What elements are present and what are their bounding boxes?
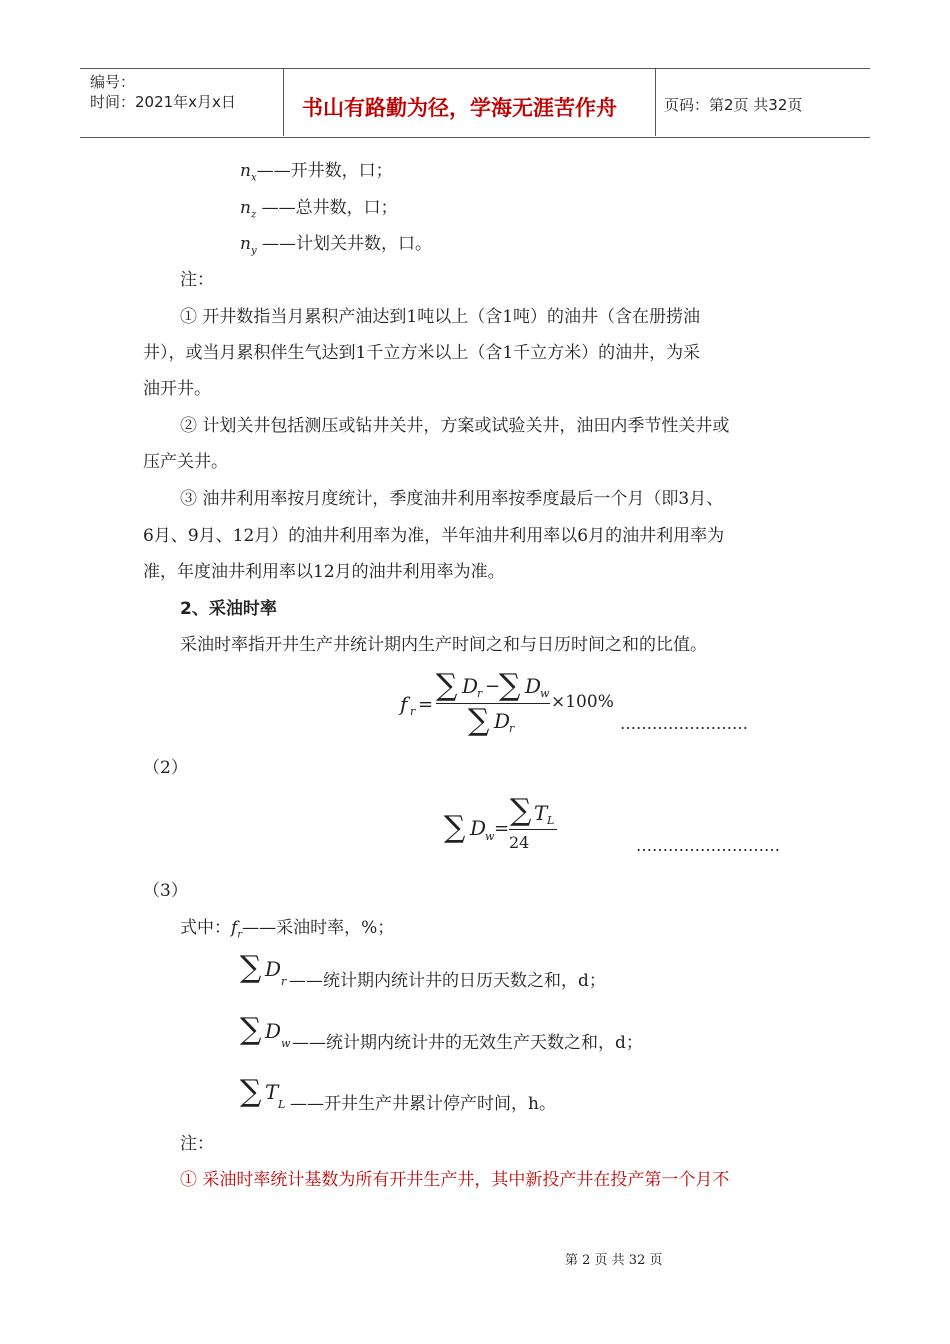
- header-page-label: 页码：第2页 共32页: [664, 96, 803, 114]
- formula-sigma: ∑: [240, 1012, 262, 1047]
- symbol-subscript: y: [250, 245, 257, 257]
- symbol: n: [240, 234, 251, 254]
- formula-lhs-subscript: r: [410, 705, 416, 718]
- formula-minus: −: [485, 676, 501, 697]
- formula-sigma: ∑: [510, 793, 532, 828]
- formula-subscript: r: [281, 975, 287, 988]
- symbol-subscript: z: [250, 209, 257, 221]
- note-item-line: 准，年度油井利用率以12月的油井利用率为准。: [143, 562, 505, 582]
- definition-planned-shut-wells: [240, 236, 432, 259]
- formula-sigma: ∑: [444, 810, 466, 845]
- formula-leader-dots: ……………………: [620, 714, 748, 733]
- definition-text: ——计划关井数，口。: [256, 234, 433, 254]
- fraction-bar: [509, 829, 557, 830]
- formula-number: （3）: [143, 881, 188, 901]
- definition-text: ——开井生产井累计停产时间，h。: [290, 1094, 556, 1114]
- page-footer: 第 2 页 共 32 页: [565, 1253, 663, 1268]
- formula-subscript: L: [547, 814, 555, 827]
- definition-total-wells: [240, 200, 398, 223]
- note-item-line: ③ 油井利用率按月度统计，季度油井利用率按季度最后一个月（即3月、: [180, 489, 724, 509]
- formula-denominator: 24: [509, 833, 530, 852]
- symbol: n: [240, 198, 251, 218]
- note-item-line: ① 开井数指当月累积产油达到1吨以上（含1吨）的油井（含在册捞油: [180, 307, 701, 327]
- header-number-label: 编号：: [90, 73, 136, 91]
- note-label: 注：: [180, 270, 214, 290]
- formula-number: （2）: [143, 758, 188, 778]
- formula-symbol: D: [470, 816, 487, 840]
- header-motto: 书山有路勤为径，学海无涯苦作舟: [302, 96, 617, 120]
- formula-sigma: ∑: [436, 668, 458, 703]
- fraction-bar: [436, 703, 550, 704]
- note-item-line: 压产关井。: [143, 452, 228, 472]
- formula-symbol: D: [462, 674, 479, 698]
- formula-symbol: D: [265, 1019, 282, 1043]
- note-item-line: 油开井。: [143, 379, 211, 399]
- formula-leader-dots: ………………………: [636, 836, 780, 855]
- note-item-line: 6月、9月、12月）的油井利用率为准，半年油井利用率以6月的油井利用率为: [143, 526, 725, 546]
- formula-subscript: w: [281, 1037, 291, 1050]
- symbol: n: [240, 161, 251, 181]
- note-label: 注：: [180, 1134, 214, 1154]
- formula-symbol: D: [265, 957, 282, 981]
- where-block: [180, 920, 394, 943]
- symbol-subscript: r: [237, 929, 243, 941]
- definition-text: ——统计期内统计井的日历天数之和，d；: [289, 971, 606, 991]
- formula-subscript: r: [509, 722, 515, 735]
- formula-sigma: ∑: [240, 950, 262, 985]
- formula-sigma: ∑: [468, 703, 490, 738]
- definition-open-wells: [240, 163, 393, 186]
- definition-text: ——总井数，口；: [256, 198, 398, 218]
- formula-lhs: f: [400, 692, 408, 716]
- note-item-line: 井），或当月累积伴生气达到1千立方米以上（含1千立方米）的油井，为采: [143, 343, 701, 363]
- symbol: f: [231, 918, 238, 938]
- formula-sigma: ∑: [499, 668, 521, 703]
- definition-text: ——统计期内统计井的无效生产天数之和，d；: [292, 1033, 643, 1053]
- formula-subscript: r: [477, 687, 483, 700]
- formula-subscript: w: [540, 687, 550, 700]
- definition-text: ——开井数，口；: [256, 161, 393, 181]
- section-heading: 2、采油时率: [180, 599, 277, 619]
- formula-subscript: w: [485, 830, 495, 843]
- formula-times-percent: ×100%: [551, 692, 614, 712]
- section-definition: 采油时率指开井生产井统计期内生产时间之和与日历时间之和的比值。: [180, 635, 707, 655]
- formula-equals: =: [418, 694, 434, 715]
- formula-symbol: T: [534, 801, 548, 825]
- where-label: 式中：: [180, 918, 231, 938]
- symbol-subscript: x: [250, 172, 257, 184]
- formula-symbol: D: [494, 709, 511, 733]
- header-time-label: 时间：2021年x月x日: [90, 93, 236, 111]
- header-divider: [283, 68, 284, 136]
- formula-subscript: L: [278, 1098, 286, 1111]
- note-item-red: ① 采油时率统计基数为所有开井生产井，其中新投产井在投产第一个月不: [180, 1170, 730, 1190]
- formula-symbol: T: [265, 1080, 279, 1104]
- formula-symbol: D: [525, 674, 542, 698]
- note-item-line: ② 计划关井包括测压或钻井关井，方案或试验关井，油田内季节性关井或: [180, 416, 730, 436]
- formula-sigma: ∑: [240, 1074, 262, 1109]
- header-divider: [655, 68, 656, 136]
- definition-text: ——采油时率，%；: [242, 918, 395, 938]
- formula-equals: =: [494, 818, 510, 839]
